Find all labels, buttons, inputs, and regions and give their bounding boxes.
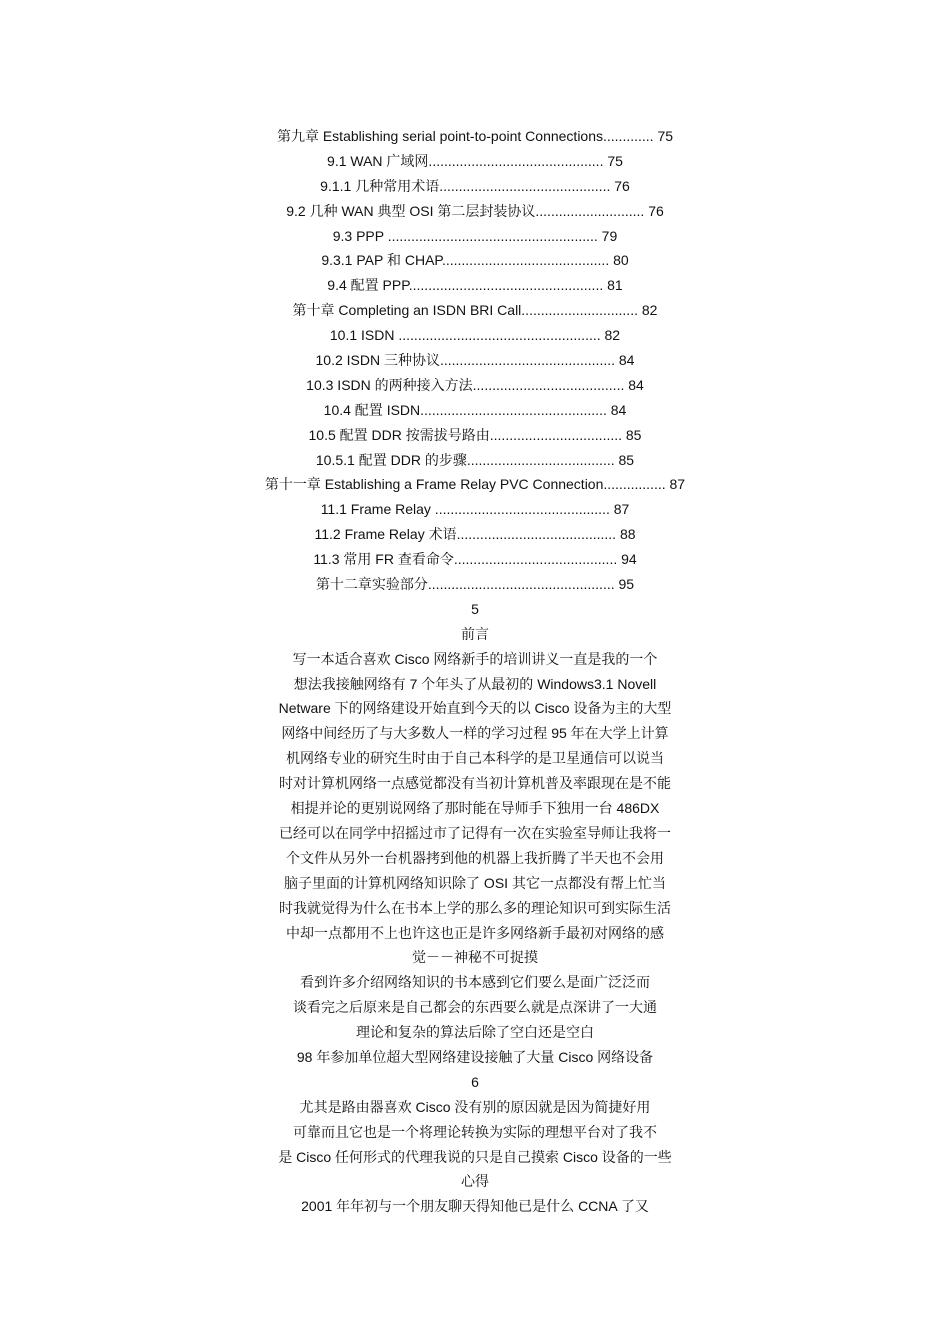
- toc-entry: 第十二章实验部分................................................ 95: [315, 576, 635, 593]
- toc-entry: 第十一章 Establishing a Frame Relay PVC Connection................ 87: [264, 476, 686, 493]
- text-line: Netware 下的网络建设开始直到今天的以 Cisco 设备为主的大型: [278, 700, 672, 717]
- text-line: 相提并论的更别说网络了那时能在导师手下独用一台 486DX: [290, 800, 660, 817]
- text-line: 心得: [461, 1173, 489, 1190]
- text-line: 尤其是路由器喜欢 Cisco 没有别的原因就是因为简捷好用: [299, 1098, 651, 1115]
- toc-entry: 第十章 Completing an ISDN BRI Call.............................. 82: [292, 302, 658, 319]
- page-number: 5: [471, 600, 479, 617]
- text-line: 可靠而且它也是一个将理论转换为实际的理想平台对了我不: [293, 1123, 657, 1140]
- toc-entry: 9.1 WAN 广域网............................................. 75: [327, 152, 623, 169]
- text-line: 想法我接触网络有 7 个年头了从最初的 Windows3.1 Novell: [293, 675, 657, 692]
- toc-entry: 11.1 Frame Relay ............................................. 87: [320, 501, 630, 518]
- toc-entry: 9.4 配置 PPP.................................................. 81: [327, 277, 623, 294]
- toc-entry: 第九章 Establishing serial point-to-point Connections............. 75: [276, 128, 674, 144]
- toc-entry: 10.4 配置 ISDN................................................ 84: [323, 401, 627, 418]
- text-line: 已经可以在同学中招摇过市了记得有一次在实验室导师让我将一: [279, 824, 671, 841]
- toc-entry: 9.3.1 PAP 和 CHAP........................................... 80: [321, 252, 629, 269]
- toc-entry: 10.3 ISDN 的两种接入方法....................................... 84: [306, 376, 644, 393]
- text-line: 机网络专业的研究生时由于自己本科学的是卫星通信可以说当: [286, 750, 664, 767]
- table-of-contents: [0, 124, 950, 597]
- text-line: 谈看完之后原来是自己都会的东西要么就是点深讲了一大通: [293, 999, 657, 1016]
- toc-entry: 10.2 ISDN 三种协议............................................. 84: [315, 352, 635, 369]
- text-line: 网络中间经历了与大多数人一样的学习过程 95 年在大学上计算: [281, 725, 669, 742]
- text-line: 脑子里面的计算机网络知识除了 OSI 其它一点都没有帮上忙当: [284, 874, 666, 891]
- text-line: 是 Cisco 任何形式的代理我说的只是自己摸索 Cisco 设备的一些: [278, 1148, 672, 1165]
- toc-entry: 10.1 ISDN .................................................... 82: [329, 327, 621, 344]
- text-line: 理论和复杂的算法后除了空白还是空白: [356, 1024, 594, 1041]
- page-number: 6: [471, 1073, 479, 1090]
- toc-entry: 9.2 几种 WAN 典型 OSI 第二层封装协议............................ 76: [286, 202, 664, 219]
- text-line: 时对计算机网络一点感觉都没有当初计算机普及率跟现在是不能: [279, 775, 671, 792]
- text-line: 看到许多介绍网络知识的书本感到它们要么是面广泛泛而: [300, 974, 650, 991]
- text-line: 中却一点都用不上也许这也正是许多网络新手最初对网络的感: [286, 924, 664, 941]
- toc-entry: 10.5 配置 DDR 按需拔号路由.................................. 85: [308, 426, 642, 443]
- document-page: [0, 124, 950, 1219]
- text-line: 写一本适合喜欢 Cisco 网络新手的培训讲义一直是我的一个: [292, 650, 658, 667]
- toc-entry: 11.3 常用 FR 查看命令.......................................... 94: [313, 551, 637, 568]
- text-line: 2001 年年初与一个朋友聊天得知他已是什么 CCNA 了又: [301, 1198, 649, 1215]
- text-line: 时我就觉得为什么在书本上学的那么多的理论知识可到实际生活: [279, 899, 671, 916]
- text-line: 个文件从另外一台机器拷到他的机器上我折腾了半天也不会用: [286, 849, 664, 866]
- preface-body: [0, 647, 950, 1070]
- preface-body-continued: [0, 1095, 950, 1219]
- toc-entry: 9.1.1 几种常用术语............................................ 76: [320, 177, 630, 194]
- toc-entry: 10.5.1 配置 DDR 的步骤...................................... 85: [315, 451, 635, 468]
- text-line: 觉－－神秘不可捉摸: [412, 949, 538, 966]
- toc-entry: 11.2 Frame Relay 术语......................................... 88: [314, 526, 636, 543]
- preface-title: 前言: [461, 625, 489, 642]
- text-line: 98 年参加单位超大型网络建设接触了大量 Cisco 网络设备: [296, 1048, 654, 1065]
- toc-entry: 9.3 PPP ...................................................... 79: [332, 227, 618, 244]
